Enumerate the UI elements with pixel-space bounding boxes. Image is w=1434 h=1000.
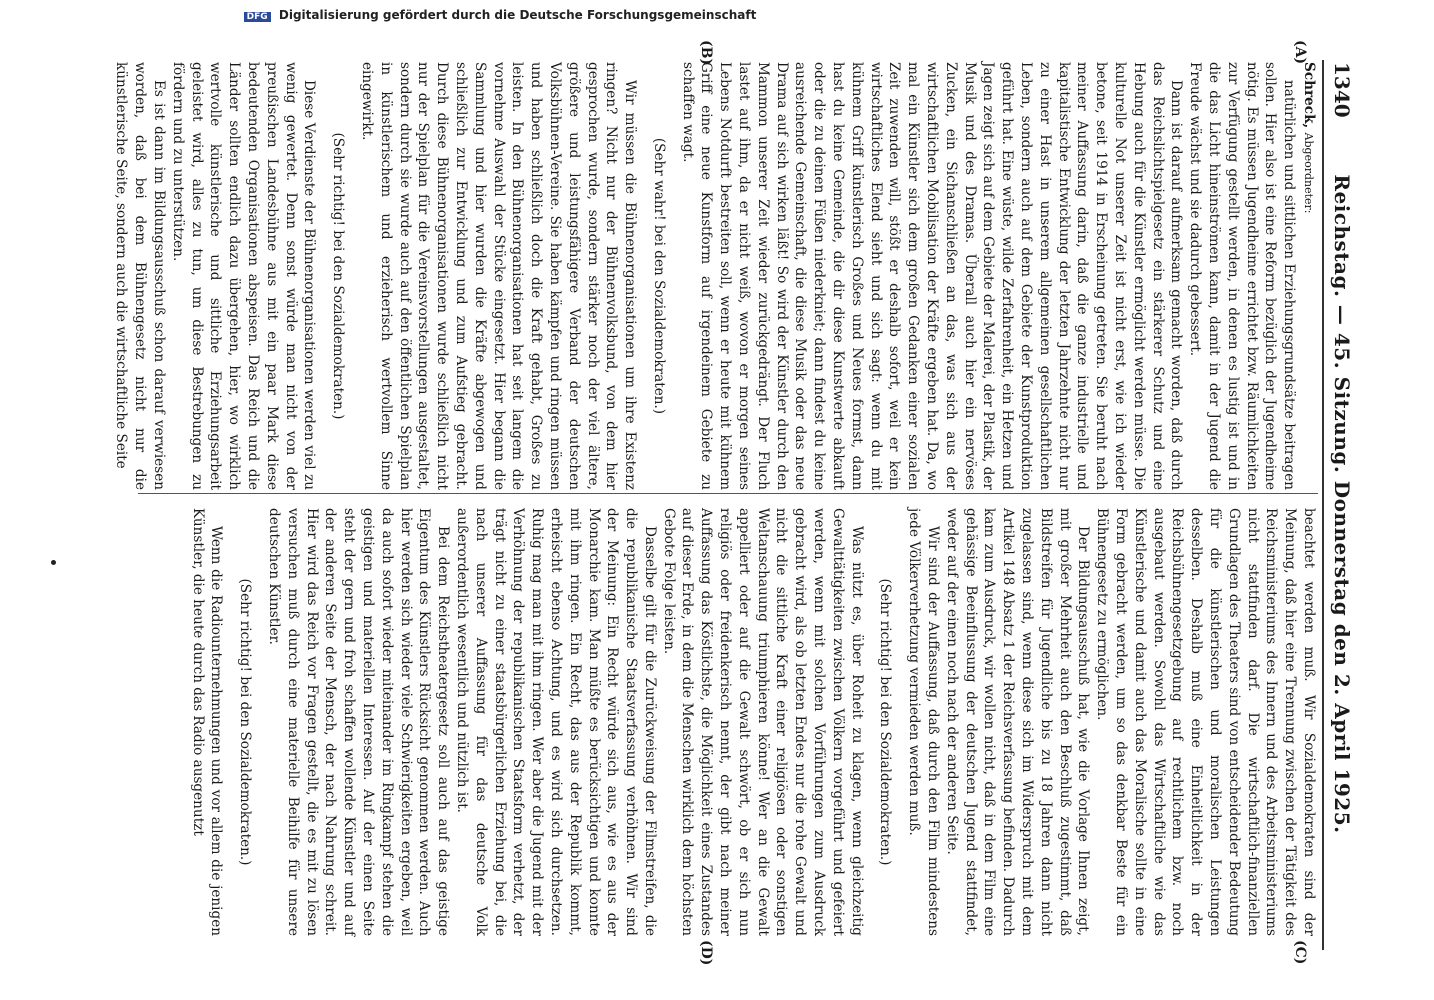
paragraph: Wir müssen die Bühnenorganisationen um ihre Existenz ringen? Nicht nur der Bühnenvolksbund, von dem hier gesprochen wurde, sondern stärker noch der viel ältere, größere und leistungsfähigere Verband der deutschen Volksbühnen-Vereine. Sie haben kämpfen und ringen müssen und haben schließlich doch die Kraft gehabt, Großes zu leisten. In den Bühnenorganisationen hat seit langem die vornehme Auswahl der Stücke eingesetzt. Hier begann die Sammlung und hier wurden die Kräfte abgewogen und schließlich zur Entwicklung und zum Aufstieg gebracht. Durch diese Bühnenorganisationen wurde schließlich nicht nur der Spielplan für die Vereinsvorstellungen ausgestaltet, sondern durch sie wurde auch auf den öffentlichen Spielplan in künstlerischem und erzieherisch wertvollem Sinne eingewirkt. bbox=[358, 62, 639, 490]
paragraph: Dann ist darauf aufmerksam gemacht worden, daß durch das Reichslichtspielgesetz ein stärkerer Schutz und eine Hebung auch für die Künstler ermöglicht werden müsse. Die kulturelle Not unserer Zeit ist nicht erst, wie ich wieder betone, seit 1914 in Erscheinung getreten. Sie beruht nach meiner Auffassung darin, daß die ganze industrielle und kapitalistische Entwicklung der letzten Jahrzehnte nicht nur zu einer Hast in unserem allgemeinen gesellschaftlichen Leben, sondern auch auf dem Gebiete der Kunstproduktion geführt hat. Eine wüste, wilde Zerfahrenheit, ein Hetzen und Jagen zeigt sich auf dem Gebiete der Malerei, der Plastik, der Musik und des Dramas. Überall auch hier ein nervöses Zucken, ein Sichanschließen an das, was sich aus der wirtschaftlichen Mobilisation der Kräfte ergeben hat. Da, wo mal ein Künstler sich dem großen Gedanken einer sozialen Zeit zuwenden will, stößt er deshalb sofort, weil er kein wirtschaftliches Elend sieht und sich sagt: wenn du mit kühnem Griff künstlerisch Großes und Neues formst, dann hast du keine Gemeinde, die dir diese Kunstwerte abkauft oder die zu deinen Füßen niederkniet; dann findest du keine ausreichende Gemeinschaft, die diese Musik oder das neue Drama auf sich wirken läßt! So wird der Künstler durch den Mammon unserer Zeit wieder zurückgedrängt. Der Fluch lastet auf ihm, da er nicht weiß, wovon er morgen seines Lebens Notdurft bestreiten soll, wenn er heute mit kühnem Griff eine neue Kunstform auf irgendeinem Gebiete zu schaffen wagt. bbox=[679, 62, 1185, 490]
speck bbox=[51, 560, 56, 565]
paragraph: Wir sind der Auffassung, daß durch den Film mindestens jede Völkerverhetzung vermieden werden muß. bbox=[906, 508, 942, 936]
speaker-note: Abgeordneter: bbox=[1302, 132, 1315, 214]
paragraph: Diese Verdienste der Bühnenorganisationen werden viel zu wenig gewertet. Denn sonst würde man nicht von der preußischen Landesbühne aus mit ein paar Mark diese bedeutenden Organisationen abspeisen. Das Reich und die Länder sollten endlich dazu übergehen, hier, wo wirklich wertvolle künstlerische und sittliche Erziehungsarbeit geleistet wird, alles zu tun, um diese Bestrebungen zu fördern und zu unterstützen. bbox=[169, 62, 318, 490]
interjection: (Sehr richtig! bei den Sozialdemokraten.) bbox=[237, 578, 254, 866]
paragraph: beachtet werden muß. Wir Sozialdemokraten sind der Meinung, daß hier eine Trennung zwischen der Tätigkeit des Reichsministeriums des Innern und des Arbeitsministeriums nicht stattfinden darf. Die wirtschaftlich-finanziellen Grundlagen des Theaters sind von entscheidender Bedeutung für die künstlerischen und moralischen Leistungen desselben. Deshalb muß eine Einheitlichkeit in der Reichsbühnengesetzgebung auf rechtlichem bzw. noch ausgebaut werden. Sowohl das Wirtschaftliche wie das Künstlerische und damit auch das Moralische sollte in eine Form gebracht werden, um so das denkbar Beste für ein Bühnengesetz zu ermöglichen. bbox=[1094, 508, 1317, 936]
paragraph: Wenn die Radiounternehmungen und vor allem die jenigen Künstler, die heute durch das Radio ausgenutzt bbox=[189, 508, 225, 936]
paragraph: Es ist dann im Bildungsausschuß schon darauf verwiesen worden, daß bei dem Bühnengesetz nicht nur die künstlerische Seite, sondern auch die wirtschaftliche Seite bbox=[113, 62, 167, 490]
digitization-credit-text: Digitalisierung gefördert durch die Deutsche Forschungsgemeinschaft bbox=[278, 8, 757, 22]
paragraph: Der Bildungsausschuß hat, wie die Vorlage Ihnen zeigt, mit großer Mehrheit auch den Beschluß zugestimmt, daß Bildstreifen für Jugendliche bis zu 18 Jahren dann nicht zugelassen sind, wenn diese sich im Widerspruch mit dem Artikel 148 Absatz 1 der Reichsverfassung befinden. Dadurch kam zum Ausdruck, wir wollen nicht, daß in dem Film eine gehässige Beeinflussung der deutschen Jugend stattfindet, weder auf der einen noch nach der anderen Seite. bbox=[943, 508, 1092, 936]
page-number: 1340 bbox=[1330, 62, 1354, 118]
left-column bbox=[113, 62, 1318, 490]
paragraph: natürlichen und sittlichen Erziehungsgrundsätze beitragen sollen. Hier also ist eine Reform bezüglich der Jugendheime nötig. Es müssen Jugendheime errichtet bzw. Räumlichkeiten zur Verfügung gestellt werden, in denen es lustig ist und in die das Licht hineinströmen kann, damit in der Jugend die Freude wächst und sie dadurch gebessert. bbox=[1187, 62, 1298, 490]
margin-marker-b: (B) bbox=[698, 40, 714, 66]
page-header bbox=[1324, 62, 1360, 946]
margin-marker-c: (C) bbox=[1292, 940, 1308, 965]
header-rule bbox=[1322, 60, 1324, 950]
paragraph: Bei dem Reichstheatergesetz soll auch auf das geistige Eigentum des Künstlers Rücksicht genommen werden. Auch hier werden sich wieder viele Schwierigkeiten ergeben, weil da auch sofort wieder miteinander im Ringkampf stehen die geistigen und materiellen Interessen. Auf der einen Seite steht der gern und froh schaffen wollende Künstler und auf der anderen Seite der Mensch, der nach Nahrung schreit. Hier wird das Reich vor Fragen gestellt, die es mit zu lösen versuchen muß durch eine materielle Beihilfe für unsere deutschen Künstler. bbox=[265, 508, 452, 936]
margin-marker-d: (D) bbox=[698, 940, 714, 966]
paragraph: Was nützt es, über Roheit zu klagen, wenn gleichzeitig Gewalttätigkeiten zwischen Völkern vorgeführt und gefeiert werden, wenn mit solchen Vorführungen zum Ausdruck gebracht wird, als ob letzten Endes nur die rohe Gewalt und nicht die sittliche Kraft einer religiösen oder sonstigen Weltanschauung triumphieren könne! Wer an die Gewalt appelliert oder auf die Gewalt schwört, ob er sich nun religiös oder freidenkerisch nennt, der gibt nach meiner Auffassung das Köstlichste, die Möglichkeit eines Zustandes auf dieser Erde, in dem die Menschen wirklich dem höchsten Gebote Folge leisten. bbox=[660, 508, 865, 936]
interjection: (Sehr richtig! bei den Sozialdemokraten.) bbox=[330, 132, 347, 420]
speaker-line bbox=[1298, 62, 1318, 490]
dfg-logo: DFG bbox=[244, 12, 271, 22]
margin-marker-a: (A) bbox=[1292, 40, 1308, 65]
speaker-name: Schreck, bbox=[1301, 62, 1317, 129]
right-column bbox=[138, 508, 1318, 936]
page-title: Reichstag. — 45. Sitzung. Donnerstag den 2. April 1925. bbox=[1330, 174, 1354, 834]
paragraph: Dasselbe gilt für die Zurückweisung der Filmstreifen, die die republikanische Staatsverfassung verhöhnen. Wir sind der Meinung: Ein Recht würde sich aus, wie es aus der Monarchie kam. Man müßte es berücksichtigen und konnte mit ihm ringen. Ein Recht, das aus der Republik kommt, erheischt ebenso Achtung, und es wird sich durchsetzen. Ruhig mag man mit ihm ringen. Wer aber die Jugend mit der Verhöhnung der republikanischen Staatsform verhetzt, der trägt nicht zu einer staatsbürgerlichen Erziehung bei, die nach unserer Auffassung für das deutsche Volk außerordentlich wesentlich und nützlich ist. bbox=[453, 508, 658, 936]
interjection: (Sehr richtig! bei den Sozialdemokraten.) bbox=[877, 578, 894, 866]
interjection: (Sehr wahr! bei den Sozialdemokraten.) bbox=[650, 137, 667, 415]
column-divider bbox=[138, 493, 1318, 494]
